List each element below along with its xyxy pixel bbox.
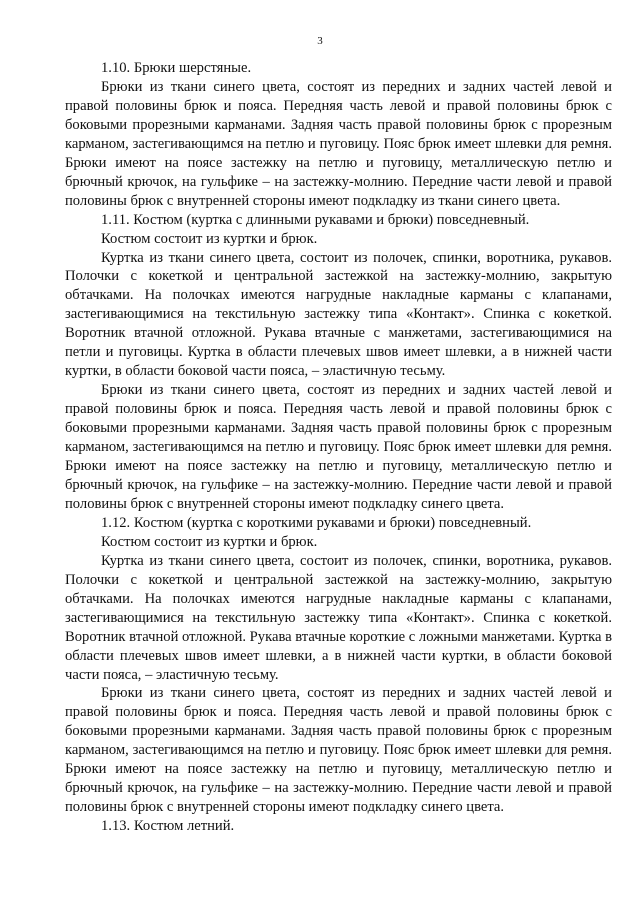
section-heading-1-12: 1.12. Костюм (куртка с короткими рукавами и брюки) повседневный. <box>101 514 532 531</box>
suit-composition-paragraph: Костюм состоит из куртки и брюк. <box>101 230 318 247</box>
trousers-wool-paragraph: Брюки из ткани синего цвета, состоят из передних и задних частей левой и правой половины брюк и пояса. Передняя часть левой и правой половины брюк с боковыми прорезными карманами. Задняя часть правой половины брюк с прорезным карманом, застегивающимся на петлю и пуговицу. Пояс брюк имеет шлевки для ремня. Брюки имеют на поясе застежку на петлю и пуговицу, металлическую петлю и брючный крючок, на гульфике – на застежку-молнию. Передние части левой и правой половины брюк с внутренней стороны имеют подкладку из ткани синего цвета. <box>65 78 612 209</box>
trousers-paragraph: Брюки из ткани синего цвета, состоят из передних и задних частей левой и правой половины брюк и пояса. Передняя часть левой и правой половины брюк с боковыми прорезными карманами. Задняя часть правой половины брюк с прорезным карманом, застегивающимся на петлю и пуговицу. Пояс брюк имеет шлевки для ремня. Брюки имеют на поясе застежку на петлю и пуговицу, металлическую петлю и брючный крючок, на гульфике – на застежку-молнию. Передние части левой и правой половины брюк с внутренней стороны имеют подкладку синего цвета. <box>65 685 612 816</box>
document-body <box>65 59 612 836</box>
page-number: 3 <box>317 35 323 47</box>
trousers-paragraph: Брюки из ткани синего цвета, состоят из передних и задних частей левой и правой половины брюк и пояса. Передняя часть левой и правой половины брюк с боковыми прорезными карманами. Задняя часть правой половины брюк с прорезным карманом, застегивающимся на петлю и пуговицу. Пояс брюк имеет шлевки для ремня. Брюки имеют на поясе застежку на петлю и пуговицу, металлическую петлю и брючный крючок, на гульфике – на застежку-молнию. Передние части левой и правой половины брюк с внутренней стороны имеют подкладку синего цвета. <box>65 382 612 512</box>
jacket-short-sleeves-paragraph: Куртка из ткани синего цвета, состоит из полочек, спинки, воротника, рукавов. Полочки с кокеткой и центральной застежкой на застежку-молнию, закрытую обтачками. На полочках имеются нагрудные накладные карманы с клапанами, застегивающимися на текстильную застежку типа «Контакт». Спинка с кокеткой. Воротник втачной отложной. Рукава втачные короткие с ложными манжетами. Куртка в области плечевых швов имеет шлевки, а в нижней части куртки, в области боковой части пояса, – эластичную тесьму. <box>65 552 612 683</box>
jacket-long-sleeves-paragraph: Куртка из ткани синего цвета, состоит из полочек, спинки, воротника, рукавов. Полочки с кокеткой и центральной застежкой на застежку-молнию, закрытую обтачками. На полочках имеются нагрудные накладные карманы с клапанами, застегивающимися на текстильную застежку типа «Контакт». Спинка с кокеткой. Воротник втачной отложной. Рукава втачные с манжетами, застегивающимися на петли и пуговицы. Куртка в области плечевых швов имеет шлевки, а в нижней части куртки, в области боковой части пояса, – эластичную тесьму. <box>65 249 612 380</box>
section-heading-1-10: 1.10. Брюки шерстяные. <box>101 60 252 76</box>
suit-composition-paragraph: Костюм состоит из куртки и брюк. <box>101 533 318 550</box>
section-heading-1-13: 1.13. Костюм летний. <box>101 818 235 835</box>
section-heading-1-11: 1.11. Костюм (куртка с длинными рукавами и брюки) повседневный. <box>101 211 530 228</box>
